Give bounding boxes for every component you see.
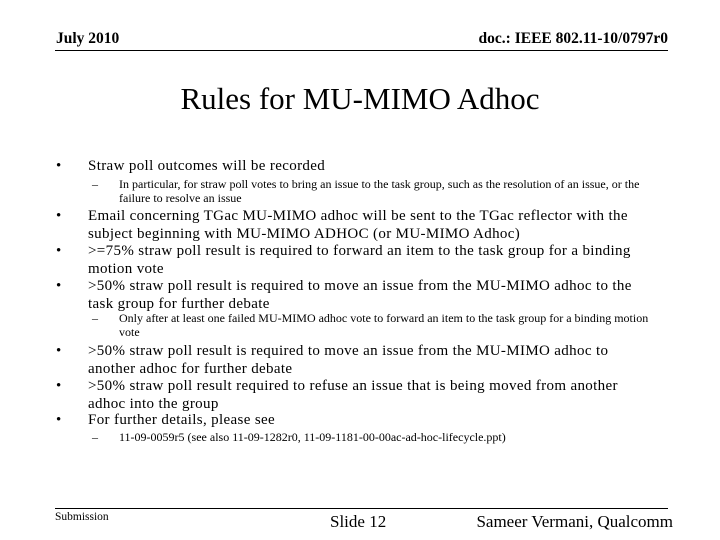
bullet-dot: • <box>56 378 62 394</box>
bullet-text: Straw poll outcomes will be recorded <box>88 158 326 174</box>
sub-bullet-dash: – <box>92 311 98 325</box>
sub-bullet-dash: – <box>92 430 98 444</box>
bullet-dot: • <box>56 208 62 224</box>
bullet-dot: • <box>56 412 62 428</box>
bullet-text: >50% straw poll result required to refuse an issue that is being moved from another adhoc into the group <box>88 378 618 412</box>
header-date: July 2010 <box>56 30 120 47</box>
header-doc-id: doc.: IEEE 802.11-10/0797r0 <box>478 30 668 47</box>
bullet-dot: • <box>56 343 62 359</box>
bullet-dot: • <box>56 278 62 294</box>
bullet-text: Email concerning TGac MU-MIMO adhoc will be sent to the TGac reflector with the subject beginning with MU-MIMO ADHOC (or MU-MIMO Adhoc) <box>88 208 628 242</box>
sub-bullet-text: 11-09-0059r5 (see also 11-09-1282r0, 11-09-1181-00-00ac-ad-hoc-lifecycle.ppt) <box>119 430 506 444</box>
sub-bullet-text: Only after at least one failed MU-MIMO adhoc vote to forward an item to the task group for a binding motion vote <box>119 311 649 339</box>
bullet-text: >=75% straw poll result is required to forward an item to the task group for a binding motion vote <box>88 243 631 277</box>
footer-submission: Submission <box>55 511 109 523</box>
slide-title: Rules for MU-MIMO Adhoc <box>180 81 540 116</box>
bullet-text: >50% straw poll result is required to move an issue from the MU-MIMO adhoc to another adhoc for further debate <box>88 343 609 377</box>
header-rule <box>55 50 668 51</box>
sub-bullet-text: In particular, for straw poll votes to bring an issue to the task group, such as the resolution of an issue, or the failure to resolve an issue <box>119 177 640 205</box>
footer-rule <box>55 508 668 509</box>
footer-slide-number: Slide 12 <box>330 512 387 531</box>
bullet-text: >50% straw poll result is required to move an issue from the MU-MIMO adhoc to the task group for further debate <box>88 278 632 312</box>
bullet-dot: • <box>56 158 62 174</box>
footer-author: Sameer Vermani, Qualcomm <box>476 512 673 531</box>
bullet-text: For further details, please see <box>88 412 276 428</box>
bullet-dot: • <box>56 243 62 259</box>
sub-bullet-dash: – <box>92 177 98 191</box>
